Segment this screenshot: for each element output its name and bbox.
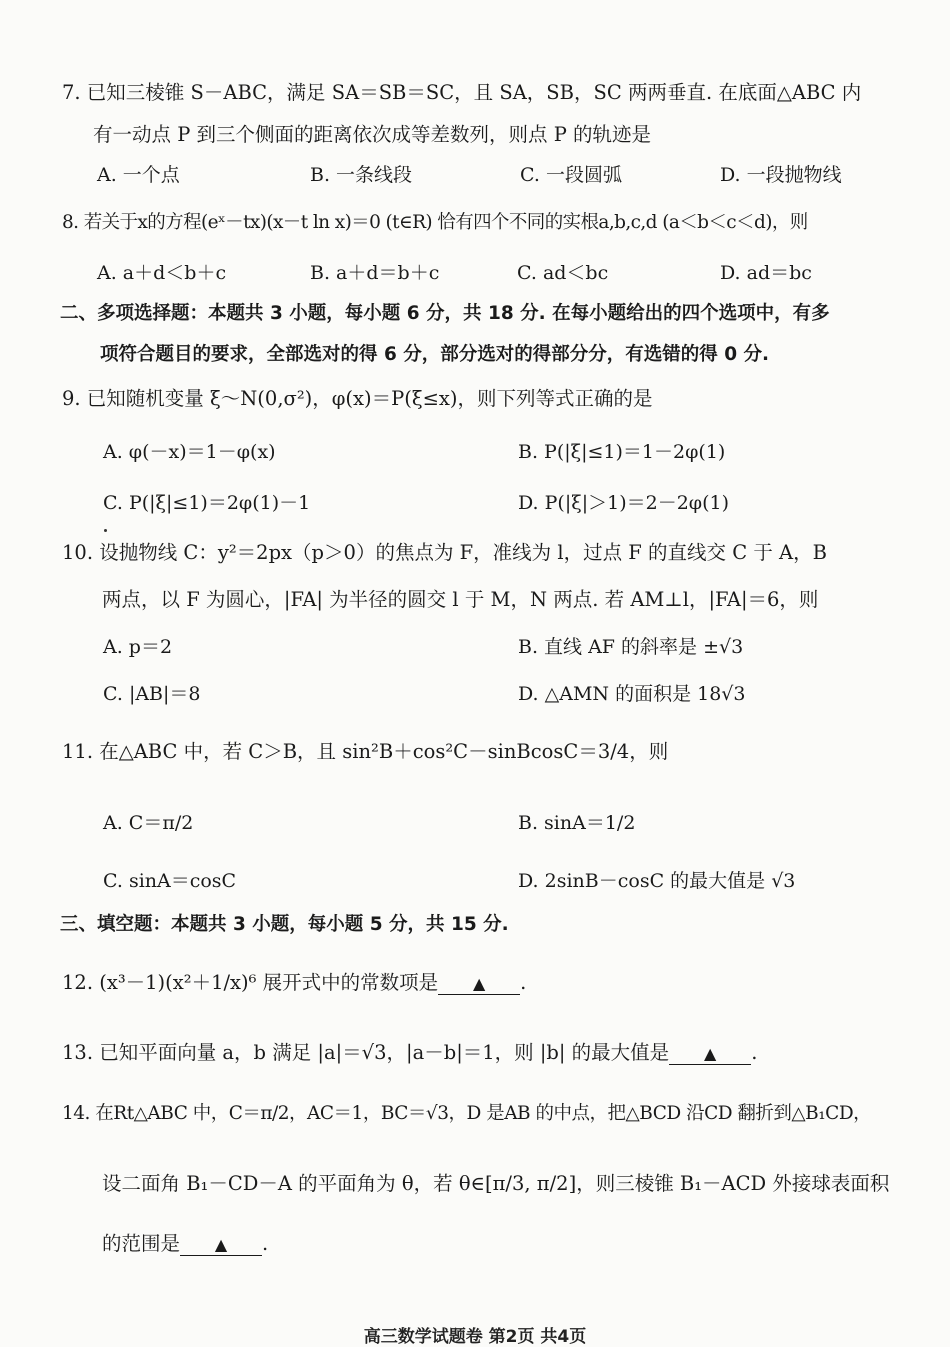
q10-option-d: D. △AMN 的面积是 18√3	[518, 683, 746, 705]
q7-option-a: A. 一个点	[97, 164, 180, 186]
q7-line2: 有一动点 P 到三个侧面的距离依次成等差数列，则点 P 的轨迹是	[93, 123, 652, 146]
q11-line1: 11. 在△ABC 中，若 C＞B，且 sin²B＋cos²C－sinBcosC＝3/4，则	[62, 740, 669, 763]
q14-text: 的范围是	[102, 1232, 181, 1255]
q14-line1: 14. 在Rt△ABC 中，C＝π/2，AC＝1，BC＝√3，D 是AB 的中点，把△BCD 沿CD 翻折到△B₁CD，	[62, 1103, 872, 1124]
section3-heading: 三、填空题：本题共 3 小题，每小题 5 分，共 15 分.	[60, 914, 509, 935]
q14-period: .	[262, 1232, 269, 1255]
stray-dot	[104, 529, 107, 532]
q8-option-d: D. ad＝bc	[720, 262, 812, 284]
q14-line3	[102, 1231, 268, 1257]
q12-answer-blank: ▲	[438, 974, 520, 995]
q11-option-a: A. C＝π/2	[103, 812, 194, 834]
q8-option-c: C. ad＜bc	[517, 262, 609, 284]
section2-heading-line2: 项符合题目的要求，全部选对的得 6 分，部分选对的得部分分，有选错的得 0 分.	[100, 344, 770, 365]
q12-line	[62, 970, 526, 996]
q9-line1: 9. 已知随机变量 ξ～N(0,σ²)，φ(x)＝P(ξ≤x)，则下列等式正确的是	[62, 387, 653, 410]
q13-period: .	[751, 1041, 758, 1064]
q11-option-d: D. 2sinB－cosC 的最大值是 √3	[518, 870, 796, 892]
q11-option-b: B. sinA＝1/2	[518, 812, 636, 834]
q14-line2: 设二面角 B₁－CD－A 的平面角为 θ，若 θ∈[π/3, π/2]，则三棱锥 B₁－ACD 外接球表面积	[102, 1172, 890, 1195]
q7-option-b: B. 一条线段	[310, 164, 413, 186]
q9-option-a: A. φ(－x)＝1－φ(x)	[103, 441, 276, 463]
section2-heading-line1: 二、多项选择题：本题共 3 小题，每小题 6 分，共 18 分. 在每小题给出的四个选项中，有多	[60, 303, 830, 324]
q7-option-d: D. 一段抛物线	[720, 164, 842, 186]
q10-option-b: B. 直线 AF 的斜率是 ±√3	[518, 636, 744, 658]
q12-text: 12. (x³－1)(x²＋1/x)⁶ 展开式中的常数项是	[62, 971, 439, 994]
q13-answer-blank: ▲	[669, 1044, 751, 1065]
q12-period: .	[520, 971, 527, 994]
page-footer: 高三数学试题卷 第2页 共4页	[363, 1327, 587, 1347]
q8-option-b: B. a＋d＝b＋c	[310, 262, 440, 284]
q10-option-a: A. p＝2	[103, 636, 173, 658]
q10-line1: 10. 设抛物线 C：y²＝2px（p＞0）的焦点为 F，准线为 l，过点 F 的直线交 C 于 A，B	[62, 541, 827, 564]
q9-option-d: D. P(|ξ|＞1)＝2－2φ(1)	[518, 492, 729, 514]
q9-option-c: C. P(|ξ|≤1)＝2φ(1)－1	[103, 492, 311, 514]
q10-line2: 两点，以 F 为圆心，|FA| 为半径的圆交 l 于 M，N 两点. 若 AM⊥l，|FA|＝6，则	[102, 588, 819, 611]
q13-line	[62, 1040, 757, 1066]
q8-line1: 8. 若关于x的方程(eˣ－tx)(x－t ln x)＝0 (t∈R) 恰有四个不同的实根a,b,c,d (a＜b＜c＜d)，则	[62, 212, 808, 233]
q10-option-c: C. |AB|＝8	[103, 683, 201, 705]
q7-line1: 7. 已知三棱锥 S－ABC，满足 SA＝SB＝SC，且 SA，SB，SC 两两垂直. 在底面△ABC 内	[62, 81, 862, 104]
q8-option-a: A. a＋d＜b＋c	[97, 262, 227, 284]
q7-option-c: C. 一段圆弧	[520, 164, 622, 186]
q13-text: 13. 已知平面向量 a，b 满足 |a|＝√3，|a－b|＝1，则 |b| 的最大值是	[62, 1041, 670, 1064]
q14-answer-blank: ▲	[180, 1235, 262, 1256]
q11-option-c: C. sinA＝cosC	[103, 870, 237, 892]
q9-option-b: B. P(|ξ|≤1)＝1－2φ(1)	[518, 441, 726, 463]
